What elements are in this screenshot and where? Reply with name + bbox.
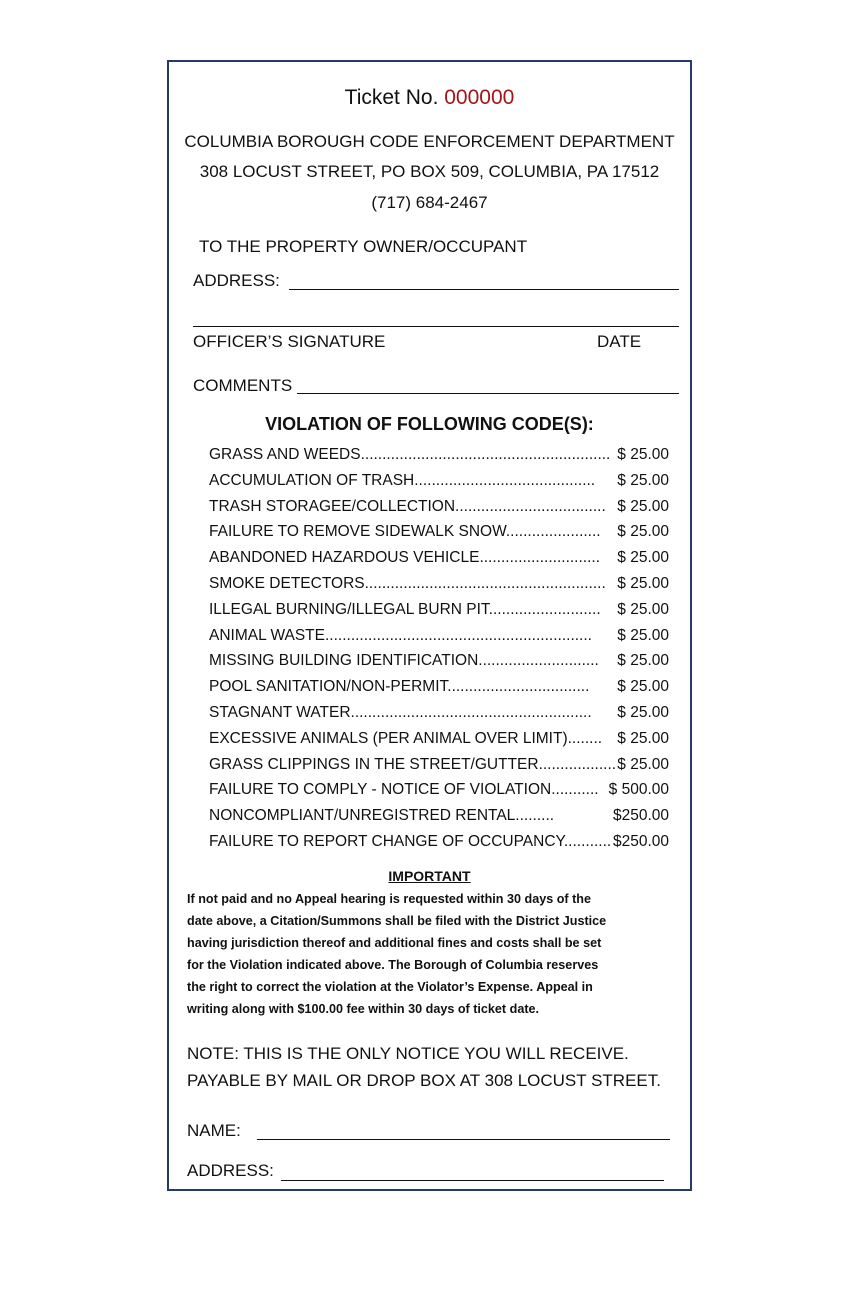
violation-row (209, 648, 679, 674)
violation-row (209, 674, 679, 700)
violation-row (209, 829, 679, 855)
important-line: date above, a Citation/Summons shall be filed with the District Justice (187, 914, 607, 928)
violation-label: GRASS AND WEEDS.......................................................... (209, 446, 611, 463)
violation-label: ANIMAL WASTE.............................................................. (209, 626, 592, 644)
violation-row (209, 623, 679, 649)
violation-label: GRASS CLIPPINGS IN THE STREET/GUTTER.................. (209, 755, 617, 773)
violation-label: ILLEGAL BURNING/ILLEGAL BURN PIT.......................... (209, 600, 601, 618)
address-label: ADDRESS: (193, 271, 280, 290)
violation-row (209, 803, 679, 829)
violation-row (209, 442, 679, 468)
important-line: writing along with $100.00 fee within 30 days of ticket date. (187, 1002, 540, 1016)
violation-row (209, 752, 679, 778)
violation-amount: $250.00 (612, 807, 669, 825)
violation-amount: $ 25.00 (617, 652, 669, 670)
department-phone: (717) 684-2467 (371, 193, 488, 212)
violation-amount: $ 25.00 (617, 678, 669, 696)
name-field[interactable] (257, 1139, 670, 1140)
violations-heading: VIOLATION OF FOLLOWING CODE(S): (265, 414, 594, 434)
violation-amount: $ 25.00 (617, 626, 669, 644)
comments-field[interactable] (297, 393, 679, 394)
important-line: If not paid and no Appeal hearing is requested within 30 days of the (187, 892, 591, 906)
violation-label: TRASH STORAGEE/COLLECTION................................... (209, 497, 606, 515)
violation-label: FAILURE TO COMPLY - NOTICE OF VIOLATION........... (209, 781, 599, 799)
violations-list (209, 442, 679, 855)
department-name: COLUMBIA BOROUGH CODE ENFORCEMENT DEPARTMENT (184, 132, 675, 151)
address-field[interactable] (289, 289, 679, 290)
violation-amount: $ 25.00 (617, 729, 669, 747)
violation-amount: $ 25.00 (617, 523, 669, 541)
violation-row (209, 726, 679, 752)
violation-label: STAGNANT WATER........................................................ (209, 703, 592, 721)
signature-field[interactable] (193, 326, 679, 327)
important-line: for the Violation indicated above. The Borough of Columbia reserves (187, 958, 599, 972)
footer-address-label: ADDRESS: (187, 1161, 274, 1180)
note-line-1: NOTE: THIS IS THE ONLY NOTICE YOU WILL RECEIVE. (187, 1044, 629, 1063)
violation-row (209, 545, 679, 571)
ticket-form (167, 60, 692, 1191)
footer-address-field[interactable] (281, 1180, 664, 1181)
important-line: having jurisdiction thereof and additional fines and costs shall be set (187, 936, 602, 950)
violation-row (209, 468, 679, 494)
violation-row (209, 777, 679, 803)
comments-label: COMMENTS (193, 376, 293, 395)
violation-row (209, 571, 679, 597)
violation-amount: $ 25.00 (617, 471, 669, 489)
note-line-2: PAYABLE BY MAIL OR DROP BOX AT 308 LOCUST STREET. (187, 1071, 661, 1090)
violation-row (209, 700, 679, 726)
violation-amount: $ 25.00 (617, 549, 669, 567)
violation-label: FAILURE TO REPORT CHANGE OF OCCUPANCY........... (209, 832, 612, 850)
ticket-number-label: Ticket No. (344, 86, 439, 109)
violation-amount: $ 25.00 (617, 497, 669, 515)
date-label: DATE (597, 332, 642, 351)
violation-amount: $ 25.00 (617, 703, 669, 721)
violation-row (209, 494, 679, 520)
violation-amount: $ 25.00 (617, 446, 669, 463)
department-address: 308 LOCUST STREET, PO BOX 509, COLUMBIA, PA 17512 (199, 162, 660, 181)
violation-amount: $ 500.00 (608, 781, 669, 799)
important-notice (187, 888, 677, 1020)
ticket-number-heading (169, 86, 690, 110)
important-line: the right to correct the violation at the Violator’s Expense. Appeal in (187, 980, 593, 994)
recipient-label: TO THE PROPERTY OWNER/OCCUPANT (199, 237, 528, 256)
violation-label: SMOKE DETECTORS........................................................ (209, 574, 606, 592)
violation-label: ABANDONED HAZARDOUS VEHICLE............................ (209, 549, 601, 567)
officer-signature-label: OFFICER’S SIGNATURE (193, 332, 386, 351)
violation-amount: $ 25.00 (617, 755, 669, 773)
important-heading: IMPORTANT (388, 868, 471, 884)
violation-amount: $ 25.00 (617, 574, 669, 592)
violation-label: EXCESSIVE ANIMALS (PER ANIMAL OVER LIMIT)........ (209, 729, 603, 747)
violation-label: ACCUMULATION OF TRASH.......................................... (209, 471, 596, 489)
violation-label: NONCOMPLIANT/UNREGISTRED RENTAL......... (209, 807, 555, 825)
violation-label: POOL SANITATION/NON-PERMIT................................. (209, 678, 590, 696)
violation-label: FAILURE TO REMOVE SIDEWALK SNOW...................... (209, 523, 601, 541)
violation-amount: $250.00 (612, 832, 669, 850)
violation-amount: $ 25.00 (617, 600, 669, 618)
name-label: NAME: (187, 1121, 241, 1140)
ticket-number-value: 000000 (444, 86, 515, 109)
violation-row (209, 519, 679, 545)
violation-row (209, 597, 679, 623)
violation-label: MISSING BUILDING IDENTIFICATION............................ (209, 652, 599, 670)
